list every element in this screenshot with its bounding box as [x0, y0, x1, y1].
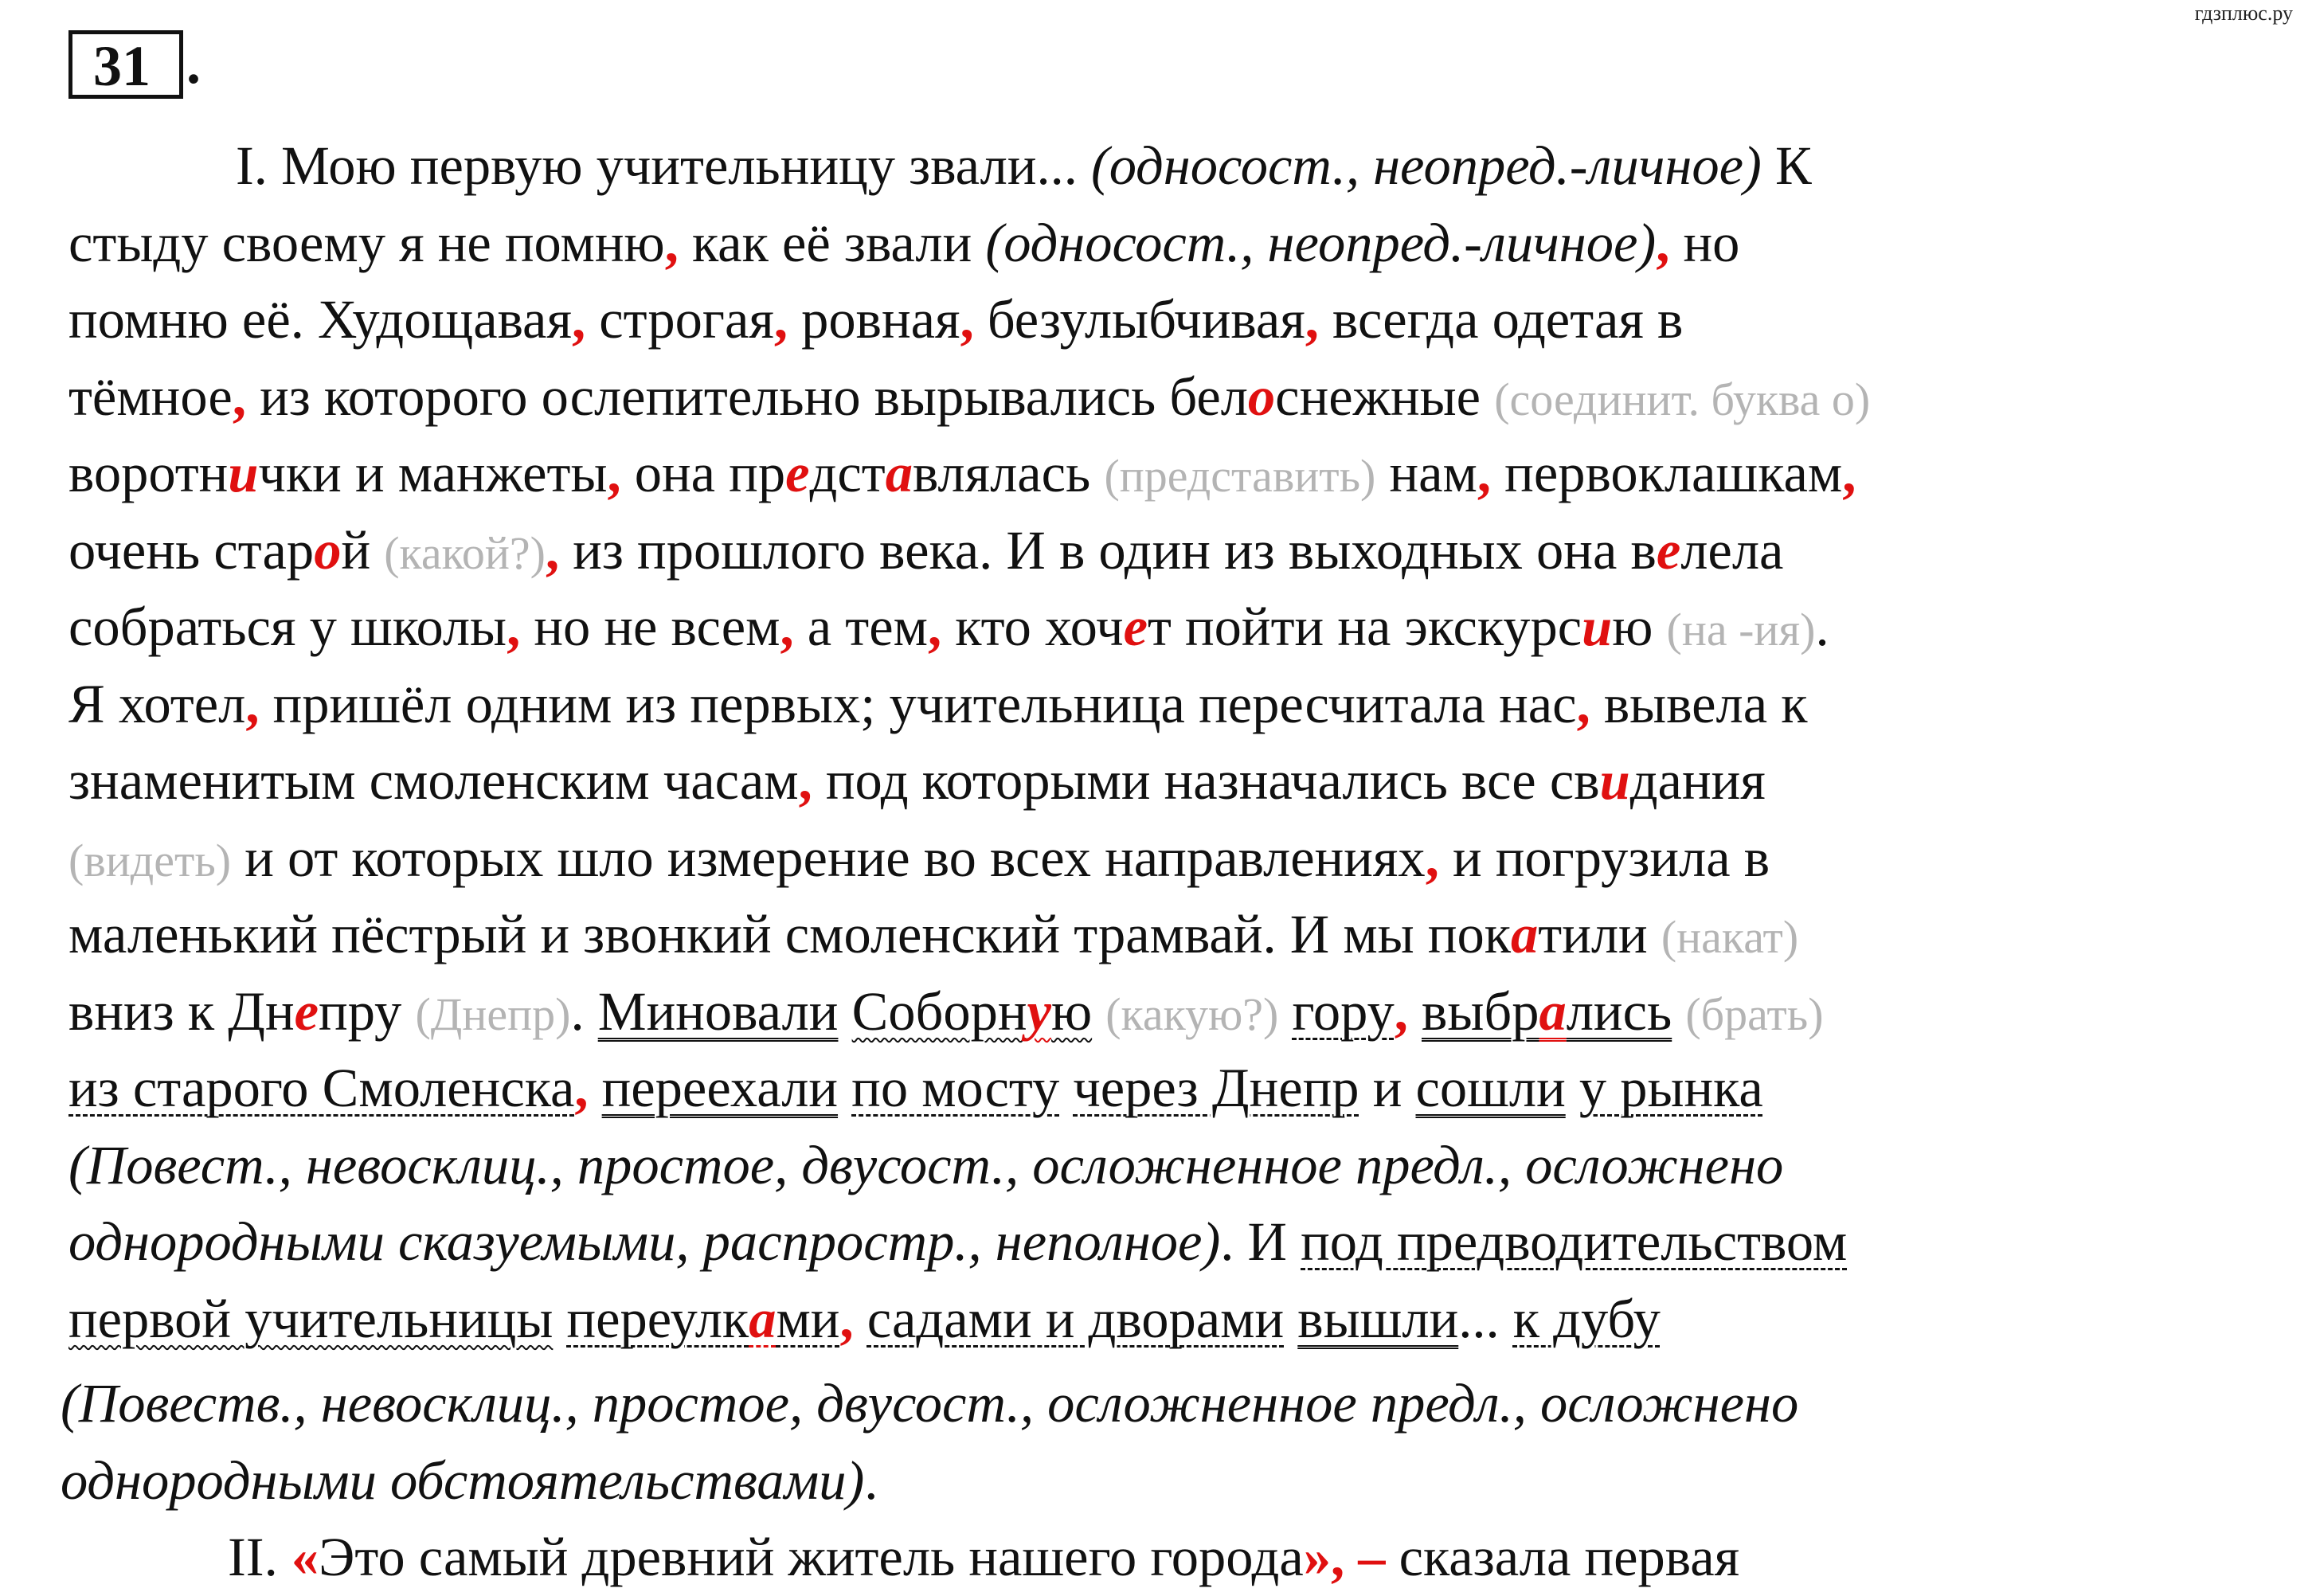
hint-note: (какую?) [1105, 988, 1279, 1040]
text-line [68, 820, 2290, 897]
text-segment: но не всем [520, 597, 780, 657]
text-segment: первоклашкам [1491, 443, 1843, 503]
text-segment: гору [1292, 980, 1395, 1042]
text-segment: сказала первая [1399, 1527, 1740, 1587]
text-segment: из прошлого века. И в один из выходных она в [559, 519, 1657, 581]
text-segment: вышли [1297, 1288, 1459, 1349]
marked-letter: а [1539, 980, 1567, 1042]
text-segment: однородными сказуемыми, распростр., неполное) [68, 1211, 1221, 1272]
text-line [68, 666, 2290, 743]
text-line [68, 127, 2290, 205]
marked-letter: а [1511, 904, 1539, 964]
hint-note: (соединит. буква о) [1494, 373, 1871, 425]
text-segment: пру [319, 980, 416, 1042]
text-segment: Я хотел [68, 673, 246, 734]
text-segment: дст [809, 443, 886, 503]
text-segment: ми [776, 1288, 840, 1349]
marked-letter: , [574, 1058, 589, 1118]
text-segment: сошли [1415, 1058, 1566, 1118]
hint-note: (на -ия) [1666, 604, 1816, 655]
text-segment [1059, 1058, 1073, 1118]
marked-letter: , [798, 750, 812, 811]
text-line [68, 281, 2290, 358]
text-line [68, 1127, 2290, 1204]
text-segment: ... [1458, 1288, 1513, 1349]
text-line [68, 1203, 2290, 1281]
text-segment: дания [1629, 750, 1766, 811]
marked-letter: » [1303, 1527, 1332, 1587]
text-segment: . [1815, 597, 1829, 657]
text-segment: всегда одетая в [1318, 289, 1684, 350]
text-segment: под предводительством [1301, 1211, 1848, 1272]
text-segment: воротн [68, 443, 229, 503]
hint-note: (Днепр) [415, 988, 571, 1040]
text-segment [838, 981, 851, 1042]
text-segment: вывела к [1590, 673, 1808, 734]
marked-letter: , [1656, 212, 1670, 273]
text-segment: нам [1375, 443, 1477, 503]
marked-letter: , [1394, 980, 1408, 1042]
marked-letter: « [291, 1527, 319, 1587]
text-segment: Это самый древний житель нашего города [319, 1527, 1304, 1587]
marked-letter: е [785, 443, 810, 503]
site-watermark: гдзплюс.ру [2194, 2, 2293, 25]
text-segment: стыду своему я не помню [68, 212, 665, 273]
text-segment: к дубу [1512, 1288, 1661, 1349]
marked-letter: е [1656, 519, 1681, 581]
text-segment: ю [1612, 597, 1667, 657]
text-segment: переулк [566, 1288, 749, 1349]
text-segment: и погрузила в [1438, 827, 1770, 888]
marked-letter: о [314, 519, 342, 581]
text-segment: ровная [788, 289, 960, 350]
text-segment: по мосту [851, 1058, 1060, 1118]
marked-letter: , [245, 673, 260, 734]
marked-letter: и [1599, 750, 1630, 811]
text-segment: под которыми назначались все св [812, 750, 1600, 811]
text-segment: Соборн [851, 980, 1027, 1042]
text-segment: чки и манжеты [258, 443, 608, 503]
text-line [68, 1050, 2290, 1127]
text-segment: садами и дворами [867, 1288, 1285, 1349]
exercise-number: 31 [93, 34, 151, 98]
text-segment: знаменитым смоленским часам [68, 750, 799, 811]
text-segment: II. [228, 1527, 291, 1587]
marked-letter: и [228, 443, 259, 503]
text-segment: ю [1050, 980, 1093, 1042]
hint-note: (брать) [1685, 988, 1824, 1040]
text-segment: у рынка [1578, 1058, 1763, 1118]
exercise-number-dot: . [186, 32, 201, 96]
text-segment: помню её. Худощавая [68, 289, 572, 350]
text-segment: К [1761, 135, 1812, 196]
marked-letter: , [780, 597, 794, 657]
hint-note: (представить) [1104, 450, 1376, 502]
text-segment [838, 1058, 851, 1118]
text-line [68, 205, 2290, 282]
text-segment: (Повеств., невосклиц., простое, двусост., осложненное предл., осложнено [61, 1373, 1799, 1434]
marked-letter: е [1123, 597, 1148, 657]
marked-letter: , [1576, 673, 1590, 734]
text-segment: переехали [601, 1058, 839, 1118]
marked-letter: а [749, 1288, 777, 1349]
text-segment: снежные [1275, 366, 1495, 427]
text-segment: пришёл одним из первых; учительница пересчитала нас [259, 673, 1577, 734]
marked-letter: , [571, 289, 586, 350]
text-segment: очень стар [68, 519, 315, 581]
text-segment: строгая [585, 289, 774, 350]
text-line [68, 896, 2290, 973]
text-segment: й [341, 519, 385, 581]
text-segment: и от которых шло измерение во всех направлениях [231, 827, 1426, 888]
marked-letter: , [1331, 1527, 1345, 1587]
text-segment: как её звали [678, 212, 986, 273]
hint-note: (накат) [1661, 911, 1799, 963]
marked-letter: , [1477, 443, 1492, 503]
text-line [68, 1281, 2290, 1358]
marked-letter: , [232, 366, 246, 427]
text-line [68, 512, 2290, 589]
marked-letter: , [545, 519, 560, 581]
marked-letter: , [507, 597, 521, 657]
text-segment [553, 1289, 566, 1349]
text-segment [1566, 1058, 1579, 1118]
text-segment: из старого Смоленска [68, 1058, 575, 1118]
text-segment: первой учительницы [68, 1288, 554, 1349]
text-segment: (односост., неопред.-личное) [985, 212, 1657, 273]
marked-letter: е [294, 980, 319, 1042]
text-segment: I. Мою первую учительницу звали... [236, 135, 1091, 196]
text-segment: собраться у школы [68, 597, 507, 657]
marked-letter: и [1582, 597, 1613, 657]
text-segment [1278, 981, 1292, 1042]
text-segment: тёмное [68, 366, 233, 427]
text-segment: а тем [793, 597, 928, 657]
text-segment: вниз к Дн [68, 980, 295, 1042]
text-segment: но [1669, 212, 1740, 273]
marked-letter: , [607, 443, 621, 503]
text-line [61, 1442, 2290, 1520]
text-line [68, 435, 2290, 512]
text-segment: через Днепр [1073, 1058, 1359, 1118]
text-segment [854, 1289, 867, 1349]
marked-letter: , [1305, 289, 1319, 350]
text-segment [589, 1058, 602, 1118]
text-segment: . [570, 980, 598, 1042]
text-segment: тили [1538, 904, 1661, 964]
text-segment: (односост., неопред.-личное) [1091, 135, 1762, 196]
text-segment: Миновали [597, 980, 839, 1042]
text-line [68, 973, 2290, 1050]
text-line [68, 742, 2290, 820]
text-segment: безулыбчивая [973, 289, 1305, 350]
marked-letter: , [927, 597, 942, 657]
text-segment: . И [1220, 1211, 1301, 1272]
text-segment [1284, 1289, 1297, 1349]
text-segment [1672, 981, 1685, 1042]
marked-letter: – [1344, 1527, 1399, 1587]
marked-letter: а [885, 443, 913, 503]
text-segment: однородными обстоятельствами) [61, 1449, 865, 1511]
text-segment: т пойти на экскурс [1147, 597, 1582, 657]
text-line [68, 589, 2290, 666]
marked-letter: , [664, 212, 679, 273]
marked-letter: , [1425, 827, 1439, 888]
text-segment: и [1359, 1058, 1416, 1118]
text-segment: лись [1566, 980, 1672, 1042]
text-line [68, 358, 2290, 436]
marked-letter: , [839, 1288, 854, 1349]
hint-note: (какой?) [384, 526, 546, 579]
text-segment: выбр [1422, 980, 1539, 1042]
marked-letter: , [773, 289, 788, 350]
exercise-number-box [68, 30, 183, 99]
marked-letter: , [1842, 443, 1856, 503]
text-segment: она пр [620, 443, 786, 503]
exercise-text [61, 127, 2290, 1596]
marked-letter: , [960, 289, 974, 350]
hint-note: (видеть) [68, 834, 232, 886]
text-segment: лела [1680, 519, 1784, 581]
text-segment [1408, 981, 1422, 1042]
marked-letter: у [1027, 980, 1051, 1042]
text-segment: из которого ослепительно вырывались бел [245, 366, 1248, 427]
text-segment [1092, 981, 1105, 1042]
text-line [68, 1519, 2290, 1596]
marked-letter: о [1247, 366, 1276, 427]
text-segment: . [864, 1449, 878, 1511]
text-segment: кто хоч [941, 597, 1124, 657]
text-segment: влялась [912, 443, 1105, 503]
text-segment: маленький пёстрый и звонкий смоленский трамвай. И мы пок [68, 904, 1512, 964]
text-segment: (Повест., невосклиц., простое, двусост., осложненное предл., осложнено [68, 1134, 1784, 1195]
text-line [61, 1365, 2290, 1442]
